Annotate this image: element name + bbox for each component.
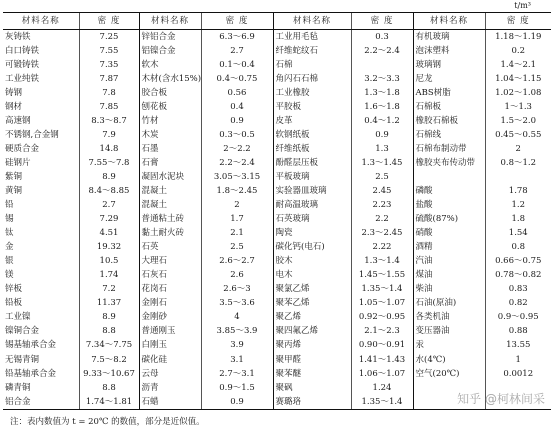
- table-row: [3, 226, 551, 240]
- density-cell: 2.7: [79, 198, 139, 212]
- density-cell: 2.1: [201, 226, 273, 240]
- density-cell: 0.9～1.5: [201, 381, 273, 395]
- material-name-cell: 紫铜: [5, 172, 23, 183]
- material-name-cell: 锌板: [5, 284, 23, 295]
- density-cell: 0.83: [485, 283, 551, 297]
- material-name-cell: 钛: [5, 228, 14, 239]
- watermark: 知乎 @柯林间采: [457, 392, 545, 406]
- density-cell: 7.9: [79, 128, 139, 142]
- material-name-cell: 硫酸(87%): [413, 212, 485, 226]
- table-row: [3, 297, 551, 311]
- material-name-cell: 磷青铜: [5, 382, 31, 393]
- density-table: [3, 12, 551, 410]
- material-name-cell: 混凝土: [139, 184, 201, 198]
- density-cell: 0.3～0.5: [201, 128, 273, 142]
- density-cell: 0.9: [201, 395, 273, 410]
- table-row: [3, 269, 551, 283]
- table-row: [3, 367, 551, 381]
- density-cell: 2.22: [351, 241, 413, 255]
- density-cell: 1.4～2.1: [485, 58, 551, 72]
- material-name-cell: 灰铸铁: [5, 31, 31, 42]
- density-cell: 1: [485, 353, 551, 367]
- material-name-cell: 纤维蛇纹石: [273, 44, 351, 58]
- material-name-cell: 水(4℃): [413, 353, 485, 367]
- material-name-cell: 铅基轴承合金: [5, 368, 57, 379]
- material-name-cell: 皮革: [273, 114, 351, 128]
- density-cell: 0.2: [485, 44, 551, 58]
- material-name-cell: 酒精: [413, 241, 485, 255]
- density-cell: 1.05～1.07: [351, 297, 413, 311]
- table-row: [3, 128, 551, 142]
- material-name-cell: 黏土耐火砖: [139, 226, 201, 240]
- material-name-cell: 玻璃钢: [413, 58, 485, 72]
- material-name-cell: 木材(含水15%): [139, 72, 201, 86]
- density-cell: 8.4～8.85: [79, 184, 139, 198]
- table-row: [3, 311, 551, 325]
- material-name-cell: 胶合板: [139, 86, 201, 100]
- density-cell: 9.33～10.67: [79, 367, 139, 381]
- table-row: [3, 198, 551, 212]
- material-name-cell: 赛璐珞: [273, 395, 351, 410]
- density-cell: 7.5～8.2: [79, 353, 139, 367]
- material-name-cell: 石墨: [139, 142, 201, 156]
- density-cell: 2.2～2.4: [351, 44, 413, 58]
- material-name-cell: 碳化钙(电石): [273, 241, 351, 255]
- material-name-cell: 聚砜: [273, 381, 351, 395]
- material-name-cell: 聚甲醛: [273, 353, 351, 367]
- material-name-cell: 石蜡: [139, 395, 201, 410]
- density-cell: 1.54: [485, 226, 551, 240]
- density-cell: 11.37: [79, 297, 139, 311]
- material-name-cell: 聚苯乙烯: [273, 297, 351, 311]
- material-name-cell: 汞: [413, 339, 485, 353]
- density-cell: 8.8: [79, 325, 139, 339]
- density-cell: 0.88: [485, 325, 551, 339]
- density-cell: 2: [201, 198, 273, 212]
- density-cell: 1.3～1.4: [351, 255, 413, 269]
- table-row: [3, 114, 551, 128]
- material-name-cell: 聚丙烯: [273, 339, 351, 353]
- material-name-cell: 橡胶夹布传动带: [413, 156, 485, 170]
- material-name-cell: 不锈钢,合金钢: [5, 130, 59, 141]
- table-row: [3, 184, 551, 198]
- table-body: [3, 30, 551, 410]
- material-name-cell: 混凝土: [139, 198, 201, 212]
- material-name-cell: 尼龙: [413, 72, 485, 86]
- material-name-cell: 电木: [273, 269, 351, 283]
- header-density-2: 密 度: [201, 13, 273, 30]
- density-cell: 4: [201, 311, 273, 325]
- table-row: [3, 72, 551, 86]
- table-row: [3, 339, 551, 353]
- density-cell: 3.1: [201, 353, 273, 367]
- density-cell: 1.24: [351, 381, 413, 395]
- material-name-cell: 金刚石: [139, 297, 201, 311]
- density-cell: 0.45～0.55: [485, 128, 551, 142]
- density-cell: 4.51: [79, 226, 139, 240]
- material-name-cell: 汽油: [413, 255, 485, 269]
- material-name-cell: 无锡青铜: [5, 354, 40, 365]
- density-cell: 2.5: [201, 241, 273, 255]
- density-cell: 2.3～2.45: [351, 226, 413, 240]
- density-cell: 3.9: [201, 339, 273, 353]
- material-name-cell: 酚醛层压板: [273, 156, 351, 170]
- table-row: [3, 241, 551, 255]
- density-cell: 2.1～2.3: [351, 325, 413, 339]
- material-name-cell: 平胶板: [273, 100, 351, 114]
- table-row: [3, 255, 551, 269]
- material-name-cell: 工业橡胶: [273, 86, 351, 100]
- density-cell: 1.6～1.8: [351, 100, 413, 114]
- table-row: [3, 58, 551, 72]
- material-name-cell: 工业用毛毡: [273, 30, 351, 45]
- material-name-cell: 变压器油: [413, 325, 485, 339]
- material-name-cell: 各类机油: [413, 311, 485, 325]
- header-density-3: 密 度: [351, 13, 413, 30]
- density-cell: 7.35: [79, 58, 139, 72]
- density-cell: [351, 58, 413, 72]
- material-name-cell: 镁: [5, 270, 14, 281]
- material-name-cell: 有机玻璃: [413, 30, 485, 45]
- header-density-4: 密 度: [485, 13, 551, 30]
- density-cell: 14.8: [79, 142, 139, 156]
- material-name-cell: 石棉板: [413, 100, 485, 114]
- material-name-cell: 石棉布制动带: [413, 142, 485, 156]
- material-name-cell: 镍铜合金: [5, 326, 40, 337]
- density-cell: 7.85: [79, 100, 139, 114]
- material-name-cell: 银: [5, 256, 14, 267]
- density-cell: 1.41～1.43: [351, 353, 413, 367]
- density-cell: 7.8: [79, 86, 139, 100]
- density-cell: 7.34～7.75: [79, 339, 139, 353]
- table-row: [3, 44, 551, 58]
- density-cell: 10.5: [79, 255, 139, 269]
- density-cell: 8.9: [79, 170, 139, 184]
- density-cell: 2: [485, 142, 551, 156]
- material-name-cell: 竹材: [139, 114, 201, 128]
- material-name-cell: 聚氯乙烯: [273, 283, 351, 297]
- material-name-cell: 可锻铸铁: [5, 59, 40, 70]
- density-cell: 0.4: [201, 100, 273, 114]
- material-name-cell: 硬质合金: [5, 144, 40, 155]
- density-cell: 1.04～1.15: [485, 72, 551, 86]
- header-name-3: 材料名称: [273, 13, 351, 30]
- density-cell: 3.05～3.15: [201, 170, 273, 184]
- density-cell: 1.3～1.45: [351, 156, 413, 170]
- material-name-cell: 空气(20℃): [413, 367, 485, 381]
- material-name-cell: 金: [5, 242, 14, 253]
- density-cell: 7.55～7.8: [79, 156, 139, 170]
- material-name-cell: 盐酸: [413, 198, 485, 212]
- material-name-cell: 石棉: [273, 58, 351, 72]
- table-row: [3, 142, 551, 156]
- density-cell: 1.8: [485, 212, 551, 226]
- density-cell: 2.45: [351, 184, 413, 198]
- density-cell: 1.45～1.55: [351, 269, 413, 283]
- density-cell: 0.1～0.4: [201, 58, 273, 72]
- material-name-cell: 高速钢: [5, 115, 31, 126]
- material-name-cell: 耐高温玻璃: [273, 198, 351, 212]
- material-name-cell: 铝镍合金: [139, 44, 201, 58]
- density-cell: 7.87: [79, 72, 139, 86]
- density-cell: 0.66～0.75: [485, 255, 551, 269]
- material-name-cell: 刨花板: [139, 100, 201, 114]
- table-row: [3, 30, 551, 45]
- density-cell: 3.2～3.3: [351, 72, 413, 86]
- density-cell: 0.78～0.82: [485, 269, 551, 283]
- material-name-cell: 白口铸铁: [5, 45, 40, 56]
- material-name-cell: 聚苯醚: [273, 367, 351, 381]
- table-row: [3, 100, 551, 114]
- material-name-cell: 金刚砂: [139, 311, 201, 325]
- material-name-cell: 实验器皿玻璃: [273, 184, 351, 198]
- density-cell: 2.6～3: [201, 283, 273, 297]
- header-density-1: 密 度: [79, 13, 139, 30]
- density-cell: 2.2: [351, 212, 413, 226]
- material-name-cell: 普通粘土砖: [139, 212, 201, 226]
- density-cell: 0.4～1.2: [351, 114, 413, 128]
- density-cell: 1.7: [201, 212, 273, 226]
- density-cell: 2.7: [201, 44, 273, 58]
- density-cell: [485, 170, 551, 184]
- table-note: 注：表内数值为 t = 20℃ 的数值，部分是近似值。: [10, 417, 205, 427]
- material-name-cell: 凝固水泥块: [139, 170, 201, 184]
- material-name-cell: 磷酸: [413, 184, 485, 198]
- material-name-cell: 铅板: [5, 298, 23, 309]
- density-cell: 6.3～6.9: [201, 30, 273, 45]
- table-row: [3, 283, 551, 297]
- density-cell: 7.55: [79, 44, 139, 58]
- density-cell: 8.9: [79, 311, 139, 325]
- material-name-cell: 云母: [139, 367, 201, 381]
- material-name-cell: 锡基轴承合金: [5, 340, 57, 351]
- material-name-cell: 泡沫塑料: [413, 44, 485, 58]
- table-row: [3, 325, 551, 339]
- header-name-4: 材料名称: [413, 13, 485, 30]
- table-row: [3, 212, 551, 226]
- material-name-cell: 陶瓷: [273, 226, 351, 240]
- material-name-cell: 钢材: [5, 101, 23, 112]
- material-name-cell: 橡胶石棉板: [413, 114, 485, 128]
- material-name-cell: 大理石: [139, 255, 201, 269]
- density-cell: 0.8: [485, 241, 551, 255]
- density-cell: 0.82: [485, 297, 551, 311]
- material-name-cell: 聚四氟乙烯: [273, 325, 351, 339]
- density-cell: 1.78: [485, 184, 551, 198]
- unit-label: t/m³: [514, 1, 531, 10]
- density-cell: 1.02～1.08: [485, 86, 551, 100]
- density-cell: 1.74～1.81: [79, 395, 139, 410]
- material-name-cell: 工业纯铁: [5, 73, 40, 84]
- material-name-cell: 煤油: [413, 269, 485, 283]
- density-cell: 1.06～1.07: [351, 367, 413, 381]
- material-name-cell: 普通刚玉: [139, 325, 201, 339]
- density-table-container: [3, 12, 551, 410]
- material-name-cell: 聚乙烯: [273, 311, 351, 325]
- density-cell: 0.92～0.95: [351, 311, 413, 325]
- material-name-cell: 花岗石: [139, 283, 201, 297]
- material-name-cell: 纤维纸板: [273, 142, 351, 156]
- material-name-cell: 角闪石石棉: [273, 72, 351, 86]
- material-name-cell: 沥青: [139, 381, 201, 395]
- material-name-cell: 铝合金: [3, 395, 79, 410]
- density-cell: 0.9: [351, 128, 413, 142]
- material-name-cell: 石棉线: [413, 128, 485, 142]
- header-name-1: 材料名称: [3, 13, 79, 30]
- density-cell: 3.85～3.9: [201, 325, 273, 339]
- density-cell: 0.9: [201, 114, 273, 128]
- header-row: [3, 13, 551, 30]
- material-name-cell: 石灰石: [139, 269, 201, 283]
- density-cell: 0.90～0.91: [351, 339, 413, 353]
- density-cell: 0.3: [351, 30, 413, 45]
- material-name-cell: 木炭: [139, 128, 201, 142]
- density-cell: 7.2: [79, 283, 139, 297]
- density-cell: 2.5: [351, 170, 413, 184]
- material-name-cell: 硝酸: [413, 226, 485, 240]
- density-cell: 2.2～2.4: [201, 156, 273, 170]
- material-name-cell: 石英玻璃: [273, 212, 351, 226]
- density-cell: 1.35～1.4: [351, 283, 413, 297]
- density-cell: 1.74: [79, 269, 139, 283]
- material-name-cell: 工业镍: [5, 312, 31, 323]
- table-row: [3, 156, 551, 170]
- density-cell: 0.9～0.95: [485, 311, 551, 325]
- material-name-cell: 柴油: [413, 283, 485, 297]
- density-cell: 7.25: [79, 30, 139, 45]
- density-cell: 2.6～2.7: [201, 255, 273, 269]
- material-name-cell: 锡: [5, 214, 14, 225]
- material-name-cell: 铸钢: [5, 87, 23, 98]
- density-cell: 7.29: [79, 212, 139, 226]
- density-cell: 2～2.2: [201, 142, 273, 156]
- density-cell: 1.5～2.0: [485, 114, 551, 128]
- density-cell: 8.8: [79, 381, 139, 395]
- density-cell: 0.0012: [485, 367, 551, 381]
- material-name-cell: 软钢纸板: [273, 128, 351, 142]
- density-cell: 19.32: [79, 241, 139, 255]
- table-row: [3, 353, 551, 367]
- density-cell: 0.4～0.75: [201, 72, 273, 86]
- table-row: [3, 170, 551, 184]
- material-name-cell: 软木: [139, 58, 201, 72]
- material-name-cell: [413, 170, 485, 184]
- density-cell: 1.3: [351, 142, 413, 156]
- material-name-cell: 石膏: [139, 156, 201, 170]
- table-row: [3, 86, 551, 100]
- density-cell: 1.3～1.8: [351, 86, 413, 100]
- material-name-cell: 石英: [139, 241, 201, 255]
- density-cell: 1.18～1.19: [485, 30, 551, 45]
- density-cell: 0.56: [201, 86, 273, 100]
- material-name-cell: 胶木: [273, 255, 351, 269]
- material-name-cell: 硅钢片: [5, 158, 31, 169]
- density-cell: 2.6: [201, 269, 273, 283]
- header-name-2: 材料名称: [139, 13, 201, 30]
- material-name-cell: 平板玻璃: [273, 170, 351, 184]
- density-cell: 1～1.3: [485, 100, 551, 114]
- material-name-cell: ABS树脂: [413, 86, 485, 100]
- material-name-cell: 锌铝合金: [139, 30, 201, 45]
- density-cell: 2.7～3.1: [201, 367, 273, 381]
- density-cell: 2.23: [351, 198, 413, 212]
- material-name-cell: 碳化硅: [139, 353, 201, 367]
- material-name-cell: 铅: [5, 200, 14, 211]
- density-cell: 1.35～1.4: [351, 395, 413, 410]
- density-cell: 13.55: [485, 339, 551, 353]
- material-name-cell: 石油(原油): [413, 297, 485, 311]
- density-cell: 8.3～8.7: [79, 114, 139, 128]
- density-cell: 1.2: [485, 198, 551, 212]
- density-cell: 1.8～2.45: [201, 184, 273, 198]
- density-cell: 3.5～3.6: [201, 297, 273, 311]
- material-name-cell: 黄铜: [5, 186, 23, 197]
- material-name-cell: 白刚玉: [139, 339, 201, 353]
- density-cell: 0.8～1.2: [485, 156, 551, 170]
